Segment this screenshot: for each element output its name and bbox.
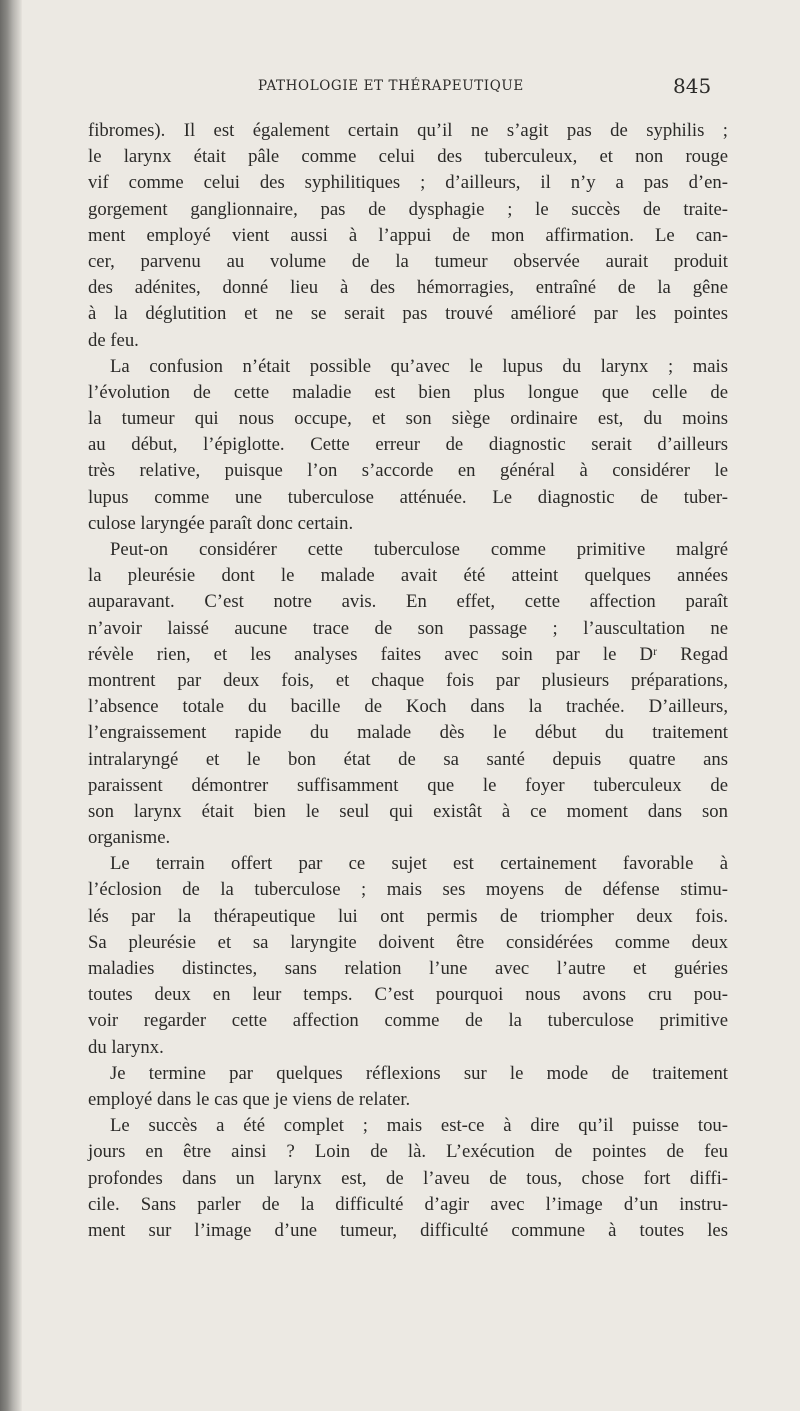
text-line: voir regarder cette affection comme de la tuberculose primitive — [88, 1010, 728, 1032]
text-line: ment sur l’image d’une tumeur, difficulté commune à toutes les — [88, 1219, 728, 1241]
text-line: organisme. — [88, 827, 171, 849]
text-line: la pleurésie dont le malade avait été atteint quelques années — [88, 565, 728, 587]
text-line: n’avoir laissé aucune trace de son passage ; l’auscultation ne — [88, 617, 728, 639]
text-line: des adénites, donné lieu à des hémorragies, entraîné de la gêne — [88, 277, 728, 299]
text-line: au début, l’épiglotte. Cette erreur de diagnostic serait d’ailleurs — [88, 434, 728, 456]
text-line: Le terrain offert par ce sujet est certainement favorable à — [110, 853, 728, 875]
body-text — [88, 118, 728, 1244]
text-line: à la déglutition et ne se serait pas trouvé amélioré par les pointes — [88, 303, 728, 325]
text-line: toutes deux en leur temps. C’est pourquoi nous avons cru pou- — [88, 984, 728, 1006]
text-line: gorgement ganglionnaire, pas de dysphagie ; le succès de traite- — [88, 198, 728, 220]
text-line: La confusion n’était possible qu’avec le lupus du larynx ; mais — [110, 355, 728, 377]
text-line: très relative, puisque l’on s’accorde en général à considérer le — [88, 460, 728, 482]
book-spine-shadow — [0, 0, 22, 1411]
text-line: profondes dans un larynx est, de l’aveu de tous, chose fort diffi- — [88, 1167, 728, 1189]
text-line: Peut-on considérer cette tuberculose comme primitive malgré — [110, 539, 728, 560]
text-line: l’absence totale du bacille de Koch dans la trachée. D’ailleurs, — [88, 696, 728, 718]
text-line: auparavant. C’est notre avis. En effet, cette affection paraît — [88, 591, 728, 613]
text-line: l’engraissement rapide du malade dès le début du traitement — [88, 722, 728, 744]
text-line: révèle rien, et les analyses faites avec soin par le Dʳ Regad — [88, 643, 728, 665]
text-line: jours en être ainsi ? Loin de là. L’exécution de pointes de feu — [88, 1141, 728, 1163]
text-line: employé dans le cas que je viens de relater. — [88, 1088, 411, 1110]
text-line: Je termine par quelques réflexions sur le mode de traitement — [110, 1062, 728, 1084]
text-line: du larynx. — [88, 1036, 164, 1058]
text-line: Le succès a été complet ; mais est-ce à dire qu’il puisse tou- — [110, 1115, 728, 1137]
text-line: l’évolution de cette maladie est bien plus longue que celle de — [88, 381, 728, 403]
text-line: cile. Sans parler de la difficulté d’agir avec l’image d’un instru- — [88, 1193, 728, 1215]
running-title: PATHOLOGIE ET THÉRAPEUTIQUE — [258, 78, 524, 94]
text-line: le larynx était pâle comme celui des tuberculeux, et non rouge — [88, 146, 728, 168]
text-line: cer, parvenu au volume de la tumeur observée aurait produit — [88, 250, 728, 272]
text-line: paraissent démontrer suffisamment que le foyer tuberculeux de — [88, 774, 728, 796]
text-line: maladies distinctes, sans relation l’une avec l’autre et guéries — [88, 958, 728, 979]
text-line: son larynx était bien le seul qui existât à ce moment dans son — [88, 800, 728, 822]
text-line: culose laryngée paraît donc certain. — [88, 512, 354, 534]
text-line: lupus comme une tuberculose atténuée. Le diagnostic de tuber- — [88, 486, 728, 508]
page-number: 845 — [673, 74, 712, 98]
text-line: ment employé vient aussi à l’appui de mon affirmation. Le can- — [88, 224, 728, 246]
text-line: l’éclosion de la tuberculose ; mais ses moyens de défense stimu- — [88, 879, 728, 901]
text-line: de feu. — [88, 329, 139, 351]
text-line: vif comme celui des syphilitiques ; d’ailleurs, il n’y a pas d’en- — [88, 172, 728, 194]
text-line: Sa pleurésie et sa laryngite doivent être considérées comme deux — [88, 931, 728, 953]
text-line: la tumeur qui nous occupe, et son siège ordinaire est, du moins — [88, 408, 728, 430]
text-line: montrent par deux fois, et chaque fois par plusieurs préparations, — [88, 669, 728, 691]
text-line: intralaryngé et le bon état de sa santé depuis quatre ans — [88, 748, 728, 770]
text-line: fibromes). Il est également certain qu’il ne s’agit pas de syphilis ; — [88, 120, 728, 141]
text-line: lés par la thérapeutique lui ont permis de triompher deux fois. — [88, 905, 728, 927]
